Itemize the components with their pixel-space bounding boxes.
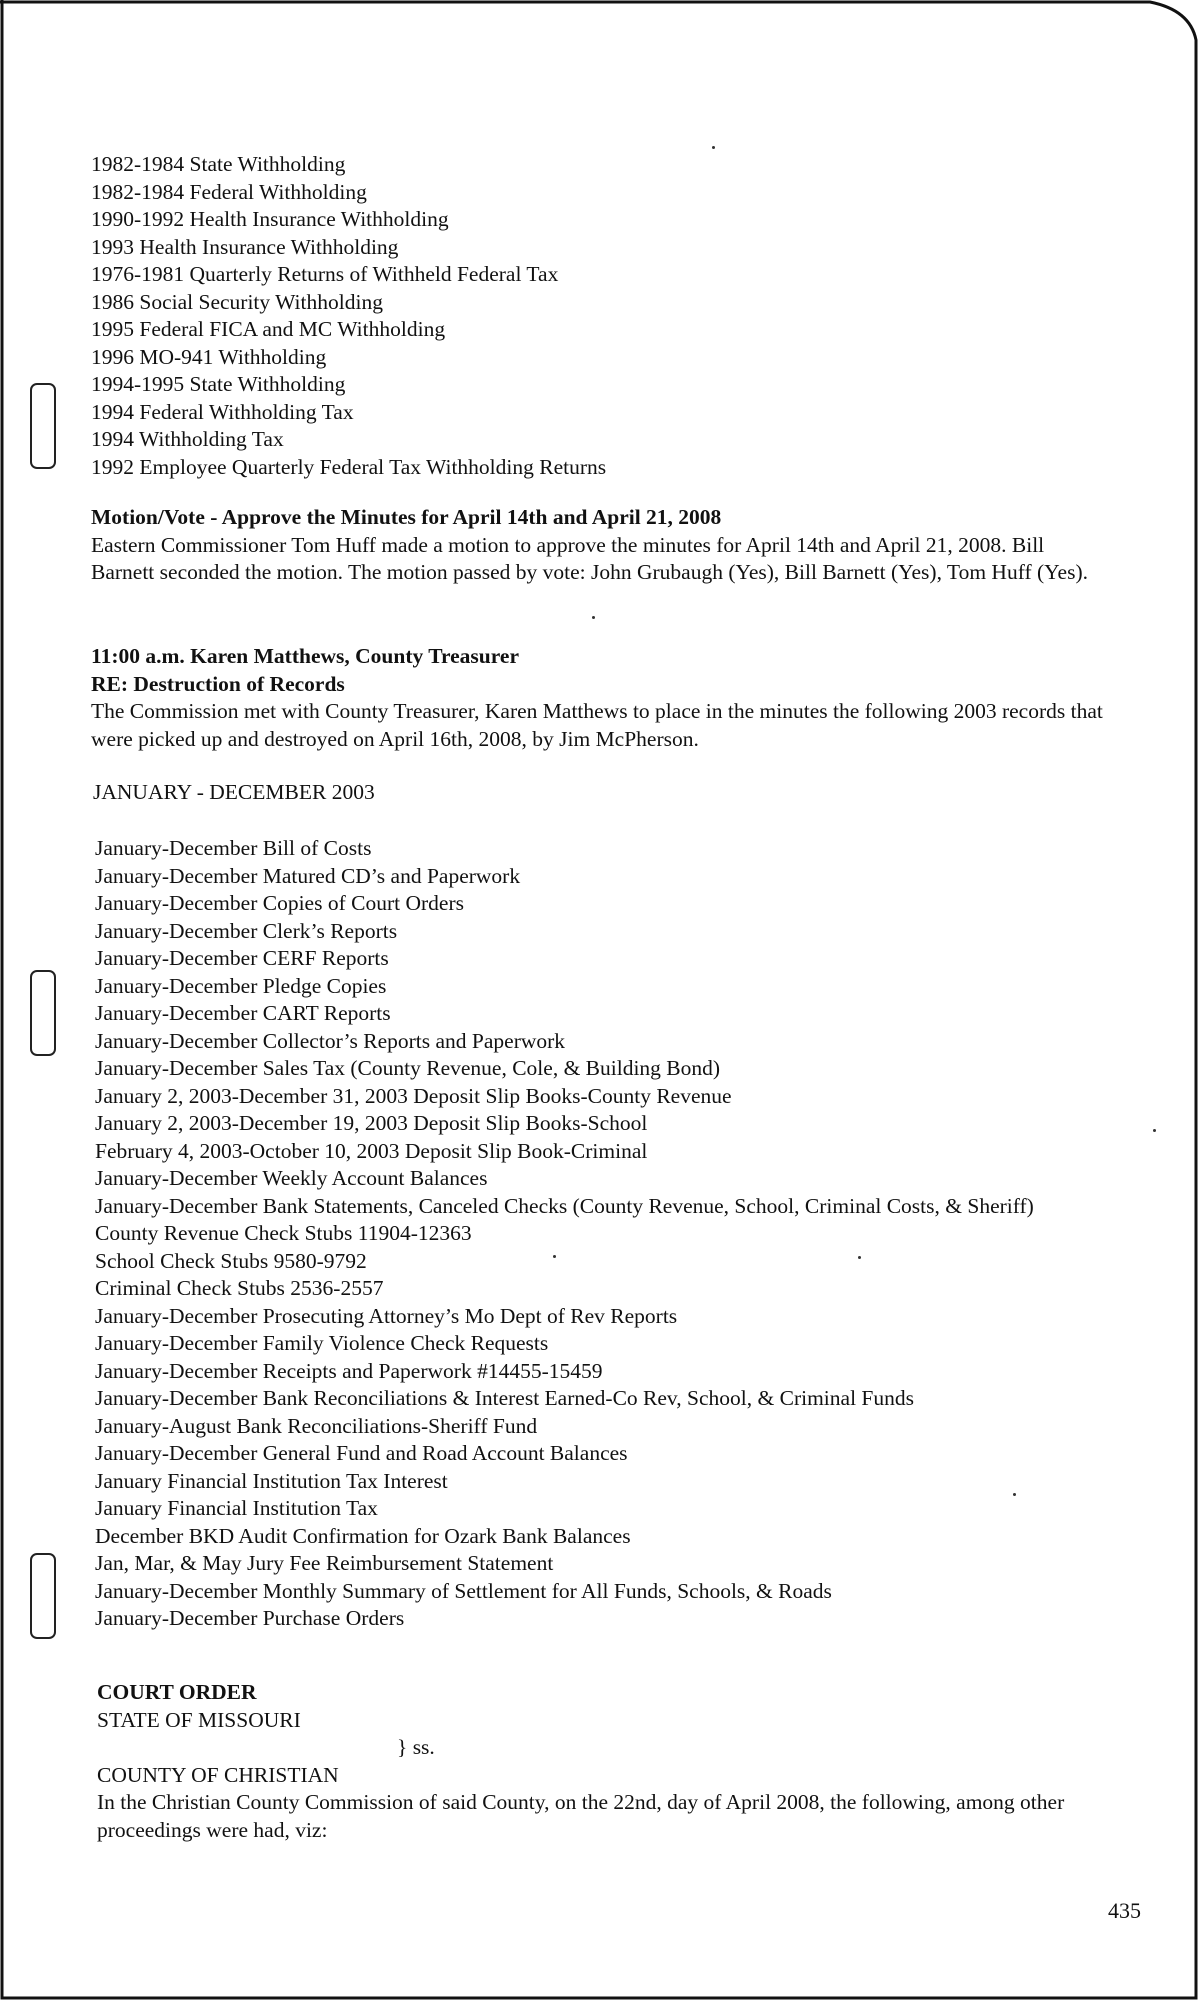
court-order-body: In the Christian County Commission of said County, on the 22nd, day of April 2008, the following, among other proceedings were had, viz:: [97, 1790, 1065, 1842]
period-heading-text: JANUARY - DECEMBER 2003: [93, 780, 375, 804]
scan-speck: [712, 146, 715, 149]
list-item: January-December Family Violence Check Requests: [95, 1331, 549, 1355]
list-item: January-December Receipts and Paperwork #14455-15459: [95, 1358, 603, 1383]
list-item: January Financial Institution Tax Interest: [95, 1468, 448, 1493]
list-item: January-December Bill of Costs: [95, 836, 372, 860]
list-item: January-December CERF Reports: [95, 946, 389, 970]
list-item: January-December Weekly Account Balances: [95, 1166, 488, 1190]
motion-body: Eastern Commissioner Tom Huff made a motion to approve the minutes for April 14th and April 21, 2008. Bill Barnett seconded the motion. The motion passed by vote: John Grubaugh (Yes), Bill Barnett (Yes), Tom Huff (Yes).: [91, 532, 1088, 584]
list-item: 1992 Employee Quarterly Federal Tax Withholding Returns: [91, 454, 607, 479]
list-item: December BKD Audit Confirmation for Ozark Bank Balances: [95, 1523, 631, 1548]
list-item: January-December Pledge Copies: [95, 973, 387, 998]
scan-speck: [592, 616, 595, 619]
list-item: January-December CART Reports: [95, 1001, 391, 1025]
list-item: Criminal Check Stubs 2536-2557: [95, 1276, 384, 1300]
court-order-section: [97, 1679, 1117, 1844]
list-item: January-December Monthly Summary of Settlement for All Funds, Schools, & Roads: [95, 1578, 832, 1603]
court-order-county: COUNTY OF CHRISTIAN: [97, 1762, 339, 1787]
list-item: February 4, 2003-October 10, 2003 Deposit Slip Book-Criminal: [95, 1138, 648, 1163]
list-item: January-December Bank Reconciliations & Interest Earned-Co Rev, School, & Criminal Funds: [95, 1386, 914, 1410]
list-item: 1996 MO-941 Withholding: [91, 344, 327, 369]
list-item: January 2, 2003-December 19, 2003 Deposit Slip Books-School: [95, 1111, 648, 1135]
page-number: 435: [1108, 1898, 1141, 1923]
destroyed-records-list: [95, 835, 1100, 1633]
list-item: County Revenue Check Stubs 11904-12363: [95, 1221, 472, 1245]
meeting-body: The Commission met with County Treasurer, Karen Matthews to place in the minutes the following 2003 records that were picked up and destroyed on April 16th, 2008, by Jim McPherson.: [91, 699, 1103, 751]
list-item: Jan, Mar, & May Jury Fee Reimbursement Statement: [95, 1551, 554, 1575]
list-item: January 2, 2003-December 31, 2003 Deposit Slip Books-County Revenue: [95, 1083, 732, 1108]
list-item: January-December General Fund and Road Account Balances: [95, 1441, 628, 1465]
list-item: January-December Matured CD’s and Paperwork: [95, 863, 521, 888]
court-order-state: STATE OF MISSOURI: [97, 1707, 301, 1732]
list-item: 1990-1992 Health Insurance Withholding: [91, 207, 449, 231]
list-item: 1986 Social Security Withholding: [91, 289, 383, 314]
binder-hole-middle: [30, 970, 56, 1056]
list-item: 1982-1984 State Withholding: [91, 152, 346, 176]
court-order-heading: COURT ORDER: [97, 1680, 257, 1704]
list-item: January-August Bank Reconciliations-Sheriff Fund: [95, 1413, 538, 1438]
meeting-heading: 11:00 a.m. Karen Matthews, County Treasurer: [91, 644, 519, 668]
list-item: 1976-1981 Quarterly Returns of Withheld Federal Tax: [91, 262, 559, 286]
list-item: 1993 Health Insurance Withholding: [91, 234, 399, 259]
scan-speck: [1153, 1129, 1156, 1132]
list-item: 1994 Withholding Tax: [91, 427, 284, 451]
list-item: 1994 Federal Withholding Tax: [91, 399, 354, 424]
list-item: 1994-1995 State Withholding: [91, 372, 346, 396]
binder-hole-top: [30, 383, 56, 469]
meeting-section: [91, 643, 1111, 753]
list-item: January-December Bank Statements, Canceled Checks (County Revenue, School, Criminal Costs, & Sheriff): [95, 1193, 1034, 1218]
list-item: January-December Purchase Orders: [95, 1606, 405, 1630]
court-order-ss: } ss.: [397, 1735, 435, 1759]
list-item: January-December Collector’s Reports and Paperwork: [95, 1028, 566, 1053]
list-item: January Financial Institution Tax: [95, 1496, 378, 1520]
withholding-records-list: [91, 151, 1200, 481]
list-item: School Check Stubs 9580-9792: [95, 1248, 367, 1273]
list-item: 1982-1984 Federal Withholding: [91, 179, 367, 204]
period-heading: [93, 779, 1200, 807]
meeting-subheading: RE: Destruction of Records: [91, 671, 345, 696]
list-item: January-December Copies of Court Orders: [95, 891, 464, 915]
list-item: January-December Prosecuting Attorney’s Mo Dept of Rev Reports: [95, 1303, 678, 1328]
motion-heading: Motion/Vote - Approve the Minutes for April 14th and April 21, 2008: [91, 505, 722, 529]
list-item: 1995 Federal FICA and MC Withholding: [91, 317, 446, 341]
list-item: January-December Clerk’s Reports: [95, 918, 398, 943]
motion-section: [91, 504, 1111, 587]
binder-hole-bottom: [30, 1553, 56, 1639]
list-item: January-December Sales Tax (County Revenue, Cole, & Building Bond): [95, 1056, 721, 1080]
